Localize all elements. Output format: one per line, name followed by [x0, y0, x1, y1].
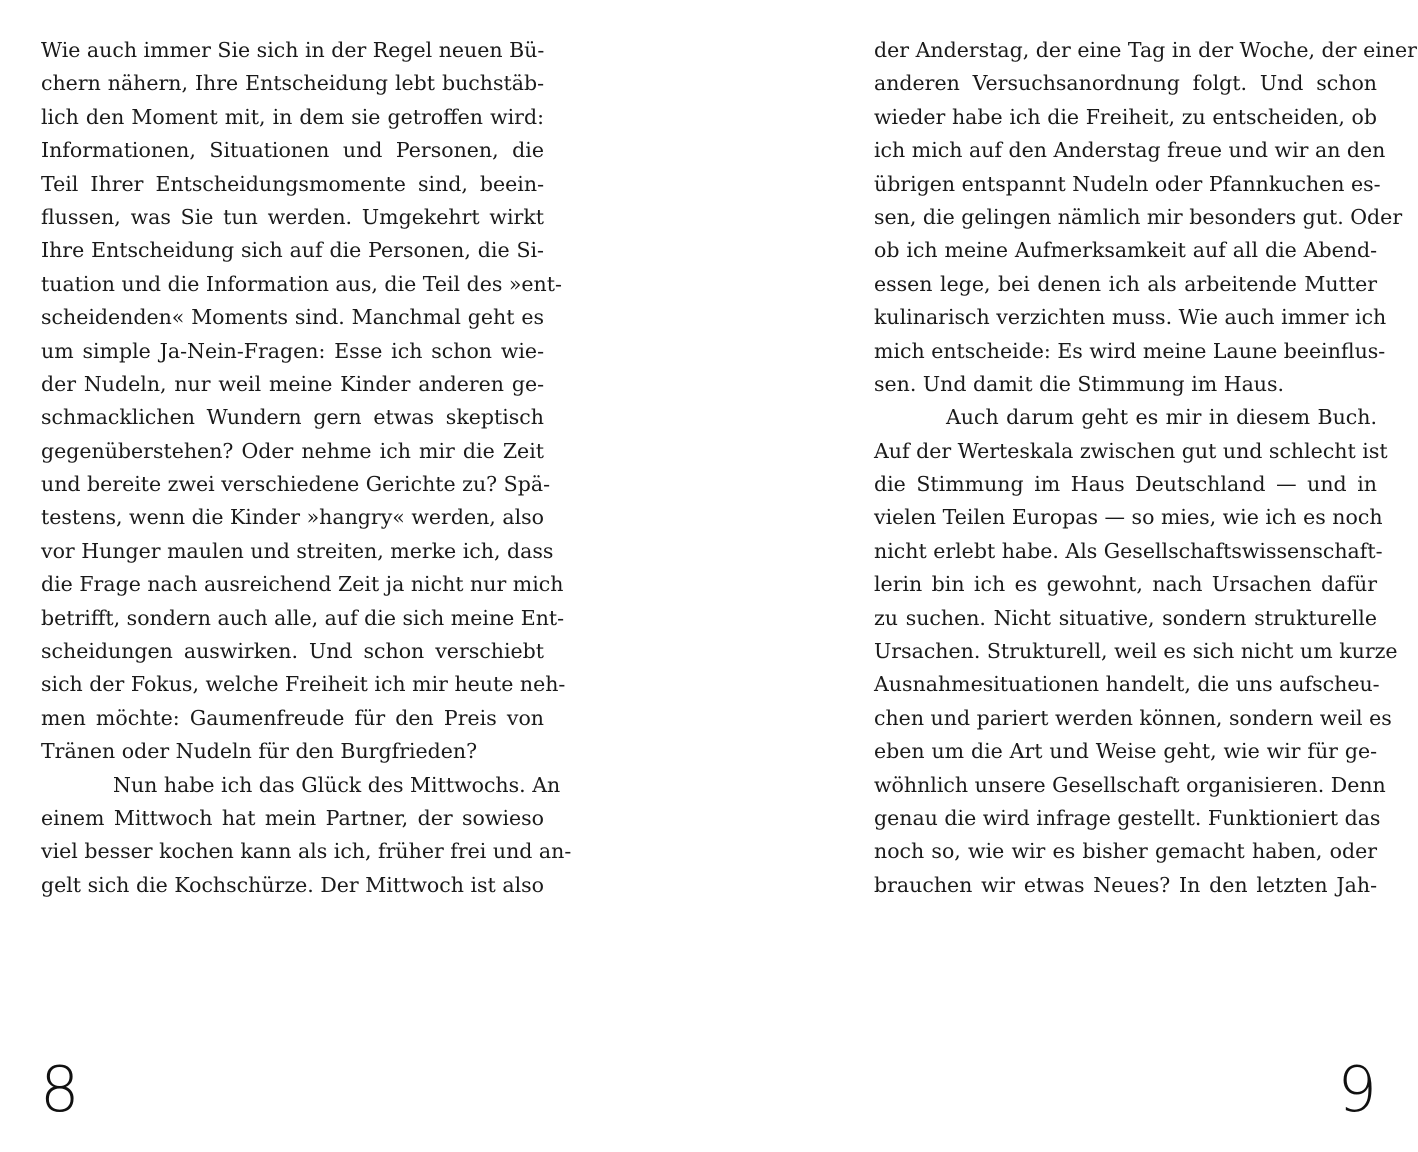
text-line: Wie auch immer Sie sich in der Regel neuen Bü-	[41, 38, 545, 62]
text-line: die Frage nach ausreichend Zeit ja nicht nur mich	[41, 572, 564, 597]
text-line: ob ich meine Aufmerksamkeit auf all die Abend-	[874, 238, 1377, 263]
text-line: vor Hunger maulen und streiten, merke ich, dass	[41, 538, 554, 563]
text-line: einem Mittwoch hat mein Partner, der sowieso	[41, 805, 544, 830]
text-line: kulinarisch verzichten muss. Wie auch immer ich	[874, 305, 1387, 330]
text-line: Teil Ihrer Entscheidungsmomente sind, beein-	[41, 171, 544, 196]
text-line: sen, die gelingen nämlich mir besonders gut. Oder	[874, 204, 1403, 229]
right-body-text	[874, 34, 1417, 902]
text-line: gegenüberstehen? Oder nehme ich mir die Zeit	[41, 438, 544, 463]
text-line: und bereite zwei verschiedene Gerichte zu? Spä-	[41, 472, 550, 497]
paragraph-end-line: sen. Und damit die Stimmung im Haus.	[874, 371, 1285, 396]
text-line: eben um die Art und Weise geht, wie wir für ge-	[874, 739, 1377, 764]
text-line: schmacklichen Wundern gern etwas skeptisch	[41, 405, 544, 430]
paragraph-start-line: Auch darum geht es mir in diesem Buch.	[946, 405, 1377, 430]
text-line: scheidungen auswirken. Und schon verschiebt	[41, 639, 544, 664]
text-line: der Nudeln, nur weil meine Kinder anderen ge-	[41, 371, 544, 396]
text-line: men möchte: Gaumenfreude für den Preis von	[41, 705, 544, 730]
text-line: Ursachen. Strukturell, weil es sich nicht um kurze	[874, 639, 1398, 664]
left-body-text	[41, 34, 572, 902]
page-number-right: 9	[1337, 1053, 1377, 1126]
paragraph-end-line: Tränen oder Nudeln für den Burgfrieden?	[41, 739, 478, 764]
text-line: mich entscheide: Es wird meine Laune beeinflus-	[874, 338, 1386, 363]
text-line: noch so, wie wir es bisher gemacht haben, oder	[874, 839, 1377, 864]
text-line: gelt sich die Kochschürze. Der Mittwoch ist also	[41, 872, 544, 897]
right-page	[709, 0, 1418, 1152]
paragraph-start-line: Nun habe ich das Glück des Mittwochs. An	[113, 772, 561, 797]
text-line: betrifft, sondern auch alle, auf die sich meine Ent-	[41, 605, 565, 630]
text-line: vielen Teilen Europas — so mies, wie ich es noch	[874, 505, 1383, 530]
text-line: übrigen entspannt Nudeln oder Pfannkuchen es-	[874, 171, 1381, 196]
text-line: Ausnahmesituationen handelt, die uns aufscheu-	[874, 672, 1380, 697]
text-line: chern nähern, Ihre Entscheidung lebt buchstäb-	[41, 71, 544, 96]
text-line: Ihre Entscheidung sich auf die Personen, die Si-	[41, 238, 544, 263]
text-line: essen lege, bei denen ich als arbeitende Mutter	[874, 271, 1377, 296]
text-line: chen und pariert werden können, sondern weil es	[874, 705, 1392, 730]
text-line: zu suchen. Nicht situative, sondern strukturelle	[874, 605, 1377, 630]
text-line: scheidenden« Moments sind. Manchmal geht es	[41, 305, 544, 330]
page-number-left: 8	[40, 1053, 80, 1126]
text-line: ich mich auf den Anderstag freue und wir an den	[874, 138, 1386, 163]
text-line: viel besser kochen kann als ich, früher frei und an-	[41, 839, 572, 864]
text-line: brauchen wir etwas Neues? In den letzten Jah-	[874, 872, 1377, 897]
text-line: nicht erlebt habe. Als Gesellschaftswissenschaft-	[874, 538, 1383, 563]
text-line: testens, wenn die Kinder »hangry« werden, also	[41, 505, 544, 530]
text-line: wieder habe ich die Freiheit, zu entscheiden, ob	[874, 104, 1377, 129]
text-line: der Anderstag, der eine Tag in der Woche, der einer	[874, 38, 1417, 62]
text-line: um simple Ja-Nein-Fragen: Esse ich schon wie-	[41, 338, 544, 363]
text-line: wöhnlich unsere Gesellschaft organisieren. Denn	[874, 772, 1386, 797]
text-line: anderen Versuchsanordnung folgt. Und schon	[874, 71, 1377, 96]
text-line: die Stimmung im Haus Deutschland — und in	[874, 472, 1377, 497]
text-line: sich der Fokus, welche Freiheit ich mir heute neh-	[41, 672, 566, 697]
text-line: Informationen, Situationen und Personen, die	[41, 138, 544, 163]
text-line: flussen, was Sie tun werden. Umgekehrt wirkt	[41, 204, 544, 229]
text-line: lerin bin ich es gewohnt, nach Ursachen dafür	[874, 572, 1377, 597]
text-line: lich den Moment mit, in dem sie getroffen wird:	[41, 104, 544, 129]
text-line: tuation und die Information aus, die Teil des »ent-	[41, 271, 562, 296]
text-line: genau die wird infrage gestellt. Funktioniert das	[874, 805, 1381, 830]
text-line: Auf der Werteskala zwischen gut und schlecht ist	[874, 438, 1388, 463]
